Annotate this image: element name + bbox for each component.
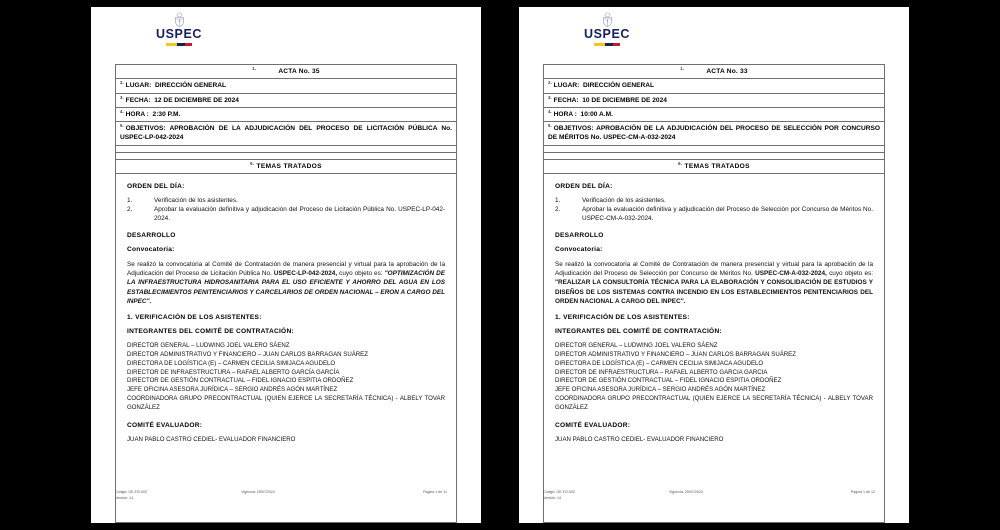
- list-item: DIRECTORA DE LOGÍSTICA (E) – CARMEN CECILIA SIMIJACA AGUDELO: [127, 359, 336, 367]
- field-value: 10 DE DICIEMBRE DE 2024: [582, 96, 667, 104]
- acta-field-row: [116, 93, 457, 107]
- list-item: JEFE OFICINA ASESORA JURÍDICA – SERGIO ANDRÉS AGÓN MARTÍNEZ: [555, 386, 766, 394]
- list-item: DIRECTOR DE INFRAESTRUCTURA – RAFAEL ALBERTO GARCÍA GARCÍA: [127, 368, 340, 376]
- comment-mark: 5.: [548, 123, 552, 129]
- footer-vigencia: Vigencia: 25/07/2024: [241, 490, 275, 495]
- convocatoria-heading: Convocatoria:: [555, 245, 603, 253]
- field-value: DIRECCIÓN GENERAL: [582, 82, 655, 90]
- convocatoria-objeto: "REALIZAR LA CONSULTORÍA TÉCNICA PARA LA ELABORACIÓN Y CONSOLIDACIÓN DE ESTUDIOS Y DISEÑOS DE LOS SISTEMAS CONTRA INCENDIO EN LOS ESTABLECIMIENTOS PENITENCIARIOS DEL ORDEN NACIONAL A CARGO DEL INPEC".: [555, 279, 873, 305]
- list-item: COORDINADORA GRUPO PRECONTRACTUAL (QUIEN EJERCE LA SECRETARÍA TÉCNICA) - ALBELY TOVAR GONZÁLEZ: [555, 395, 873, 411]
- flag-stripe-blue: [177, 43, 184, 45]
- footer-vigencia: Vigencia: 25/07/2024: [669, 490, 703, 495]
- acta-objetivos-row: [116, 122, 457, 145]
- temas-tratados-title: TEMAS TRATADOS: [256, 162, 322, 170]
- list-item-text: Aprobar la evaluación definitiva y adjudicación del Proceso de Selección por Concurso de Méritos No. USPEC-CM-A-032-2024.: [582, 205, 873, 222]
- integrantes-list: [555, 342, 873, 413]
- acta-title: ACTA No. 33: [706, 68, 748, 76]
- field-label: FECHA:: [553, 96, 579, 104]
- temas-tratados-row: [544, 159, 885, 173]
- comment-mark: 5.: [120, 123, 124, 129]
- uspec-logo: [152, 12, 206, 46]
- uspec-wordmark: USPEC: [155, 27, 203, 41]
- list-item: DIRECTOR ADMINISTRATIVO Y FINANCIERO – JUAN CARLOS BARRAGAN SUÁREZ: [127, 350, 368, 358]
- field-value: 12 DE DICIEMBRE DE 2024: [154, 96, 239, 104]
- integrantes-heading: INTEGRANTES DEL COMITÉ DE CONTRATACIÓN:: [555, 328, 722, 336]
- field-value: 10:00 A.M.: [580, 111, 613, 119]
- colombia-flag-bar: [166, 43, 192, 45]
- field-value: DIRECCIÓN GENERAL: [154, 82, 227, 90]
- list-item-text: Aprobar la evaluación definitiva y adjudicación del Proceso de Licitación Pública No. USPEC-LP-042-2024.: [154, 205, 445, 222]
- convocatoria-process-ref: USPEC-CM-A-032-2024,: [755, 269, 827, 277]
- flag-stripe-red: [613, 43, 620, 45]
- acta-spacer-row: [116, 152, 457, 159]
- field-label: LUGAR:: [125, 82, 152, 90]
- field-label: HORA :: [125, 111, 149, 119]
- convocatoria-text-part2: cuyo objeto es:: [826, 269, 874, 277]
- list-item: COORDINADORA GRUPO PRECONTRACTUAL (QUIEN EJERCE LA SECRETARÍA TÉCNICA) - ALBELY TOVAR GONZÁLEZ: [127, 395, 445, 411]
- field-value: 2:30 P.M.: [152, 111, 181, 119]
- acta-header-table: [115, 64, 457, 174]
- comite-evaluador-member: JUAN PABLO CASTRO CEDIEL- EVALUADOR FINANCIERO: [555, 435, 724, 443]
- flag-stripe-red: [185, 43, 192, 45]
- temas-tratados-row: [116, 159, 457, 173]
- list-item: DIRECTOR GENERAL – LUDWING JOEL VALERO SÁENZ: [127, 342, 290, 350]
- acta-title: ACTA No. 35: [278, 68, 320, 76]
- list-item: [127, 206, 445, 224]
- acta-spacer-row: [116, 145, 457, 152]
- list-item-text: Verificación de los asistentes.: [582, 196, 666, 204]
- flag-stripe-yellow: [594, 43, 605, 45]
- desarrollo-heading: DESARROLLO: [127, 231, 176, 239]
- comment-mark: 2.: [548, 80, 552, 86]
- convocatoria-process-ref: USPEC-LP-042-2024,: [273, 269, 338, 277]
- acta-objetivos-text: OBJETIVOS: APROBACIÓN DE LA ADJUDICACIÓN DEL PROCESO DE SELECCIÓN POR CONCURSO DE MÉRITOS No. USPEC-CM-A-032-2024: [548, 125, 880, 142]
- comment-mark: 1.: [680, 66, 685, 71]
- flag-stripe-blue: [605, 43, 612, 45]
- integrantes-list: [127, 342, 445, 413]
- list-item: JEFE OFICINA ASESORA JURÍDICA – SERGIO ANDRÉS AGÓN MARTÍNEZ: [127, 386, 338, 394]
- field-label: LUGAR:: [553, 82, 580, 90]
- acta-title-row: [116, 65, 457, 79]
- temas-tratados-title: TEMAS TRATADOS: [684, 162, 750, 170]
- convocatoria-text-part2: cuyo objeto es:: [337, 269, 385, 277]
- page-logo-header: [543, 7, 885, 64]
- convocatoria-text-part1: Se realizó la convocatoria al Comité de Contratación de manera presencial y virtual para la aprobación de la Adjudicación del Proceso de Licitación Pública No.: [127, 260, 445, 277]
- convocatoria-paragraph: [555, 260, 873, 306]
- desarrollo-heading: DESARROLLO: [555, 231, 604, 239]
- comment-mark: 3.: [548, 94, 552, 100]
- acta-title-row: [544, 65, 885, 79]
- footer-codigo-block: [543, 490, 669, 501]
- convocatoria-heading: Convocatoria:: [127, 245, 175, 253]
- comment-mark: 2.: [120, 80, 124, 86]
- orden-del-dia-list: [127, 197, 445, 224]
- field-label: FECHA:: [125, 96, 151, 104]
- coat-of-arms-icon: [173, 12, 186, 27]
- uspec-logo: [580, 12, 634, 46]
- convocatoria-text-part1: Se realizó la convocatoria al Comité de Contratación de manera presencial y virtual para la aprobación de la Adjudicación del Proceso de Selección por Concurso de Méritos No.: [555, 260, 873, 277]
- acta-field-row: [116, 79, 457, 93]
- integrantes-heading: INTEGRANTES DEL COMITÉ DE CONTRATACIÓN:: [127, 328, 294, 336]
- colombia-flag-bar: [594, 43, 620, 45]
- comment-mark: 6.: [250, 160, 255, 166]
- comite-evaluador-member: JUAN PABLO CASTRO CEDIEL- EVALUADOR FINANCIERO: [127, 435, 296, 443]
- page-logo-header: [115, 7, 457, 64]
- list-item-text: Verificación de los asistentes.: [154, 196, 238, 204]
- verificacion-heading: 1. VERIFICACIÓN DE LOS ASISTENTES:: [555, 314, 690, 322]
- footer-pagina: Pagina 1 de 11: [423, 490, 447, 495]
- acta-field-row: [544, 107, 885, 121]
- document-page-1[interactable]: [91, 7, 481, 523]
- list-item: DIRECTORA DE LOGÍSTICA (E) – CARMEN CECILIA SIMIJACA AGUDELO: [555, 359, 764, 367]
- list-item-number: 1.: [555, 196, 561, 204]
- comment-mark: 4.: [120, 108, 124, 114]
- comment-mark: 6.: [678, 160, 683, 166]
- orden-del-dia-heading: ORDEN DEL DÍA:: [555, 182, 613, 190]
- acta-field-row: [544, 93, 885, 107]
- list-item: DIRECTOR DE INFRAESTRUCTURA – RAFAEL ALBERTO GARCIA GARCIA: [555, 368, 768, 376]
- page-footer: [115, 490, 457, 501]
- list-item: [555, 206, 873, 224]
- list-item: DIRECTOR DE GESTIÓN CONTRACTUAL – FIDEL IGNACIO ESPITIA ORDOÑEZ: [555, 377, 782, 385]
- verificacion-heading: 1. VERIFICACIÓN DE LOS ASISTENTES:: [127, 314, 262, 322]
- list-item-number: 1.: [127, 196, 133, 204]
- comment-mark: 4.: [548, 108, 552, 114]
- orden-del-dia-heading: ORDEN DEL DÍA:: [127, 182, 185, 190]
- comment-mark: 3.: [120, 94, 124, 100]
- list-item: [127, 197, 445, 206]
- flag-stripe-yellow: [166, 43, 177, 45]
- acta-body: [115, 174, 457, 523]
- acta-spacer-row: [544, 152, 885, 159]
- orden-del-dia-list: [555, 197, 873, 224]
- list-item: DIRECTOR DE GESTIÓN CONTRACTUAL – FIDEL IGNACIO ESPITIA ORDOÑEZ: [127, 377, 354, 385]
- list-item: DIRECTOR GENERAL – LUDWING JOEL VALERO SÁENZ: [555, 342, 718, 350]
- footer-codigo: Código: GE-FO-002: [115, 490, 147, 495]
- footer-version: Versión: 14: [115, 495, 133, 500]
- footer-version: Versión: 14: [543, 495, 561, 500]
- acta-spacer-row: [544, 145, 885, 152]
- footer-pagina: Pagina 1 de 12: [850, 490, 875, 495]
- list-item: [555, 197, 873, 206]
- acta-field-row: [544, 79, 885, 93]
- list-item-number: 2.: [127, 205, 133, 213]
- convocatoria-objeto: "OPTIMIZACIÓN DE LA INFRAESTRUCTURA HIDROSANITARIA PARA EL USO EFICIENTE Y AHORRO DEL AGUA EN LOS ESTABLECIMIENTOS PENITENCIARIOS Y CARCELARIOS DE ORDEN NACIONAL – ERON A CARGO DEL INPEC".: [127, 269, 445, 305]
- coat-of-arms-icon: [601, 12, 614, 27]
- list-item: DIRECTOR ADMINISTRATIVO Y FINANCIERO – JUAN CARLOS BARRAGAN SUÁREZ: [555, 350, 796, 358]
- list-item-number: 2.: [555, 205, 561, 213]
- acta-body: [543, 174, 885, 523]
- acta-objetivos-row: [544, 122, 885, 145]
- footer-codigo-block: [115, 490, 241, 501]
- field-label: HORA :: [553, 111, 577, 119]
- comite-evaluador-heading: COMITÉ EVALUADOR:: [127, 421, 203, 429]
- comment-mark: 1.: [252, 66, 257, 71]
- uspec-wordmark: USPEC: [583, 27, 631, 41]
- comite-evaluador-heading: COMITÉ EVALUADOR:: [555, 421, 631, 429]
- convocatoria-paragraph: [127, 260, 445, 306]
- document-page-2[interactable]: [519, 7, 909, 523]
- acta-field-row: [116, 107, 457, 121]
- acta-header-table: [543, 64, 885, 174]
- acta-objetivos-text: OBJETIVOS: APROBACIÓN DE LA ADJUDICACIÓN DEL PROCESO DE LICITACIÓN PÚBLICA No. USPEC-LP-042-2024: [120, 125, 452, 142]
- page-footer: [543, 490, 885, 501]
- footer-codigo: Código: GE-FO-002: [543, 490, 575, 495]
